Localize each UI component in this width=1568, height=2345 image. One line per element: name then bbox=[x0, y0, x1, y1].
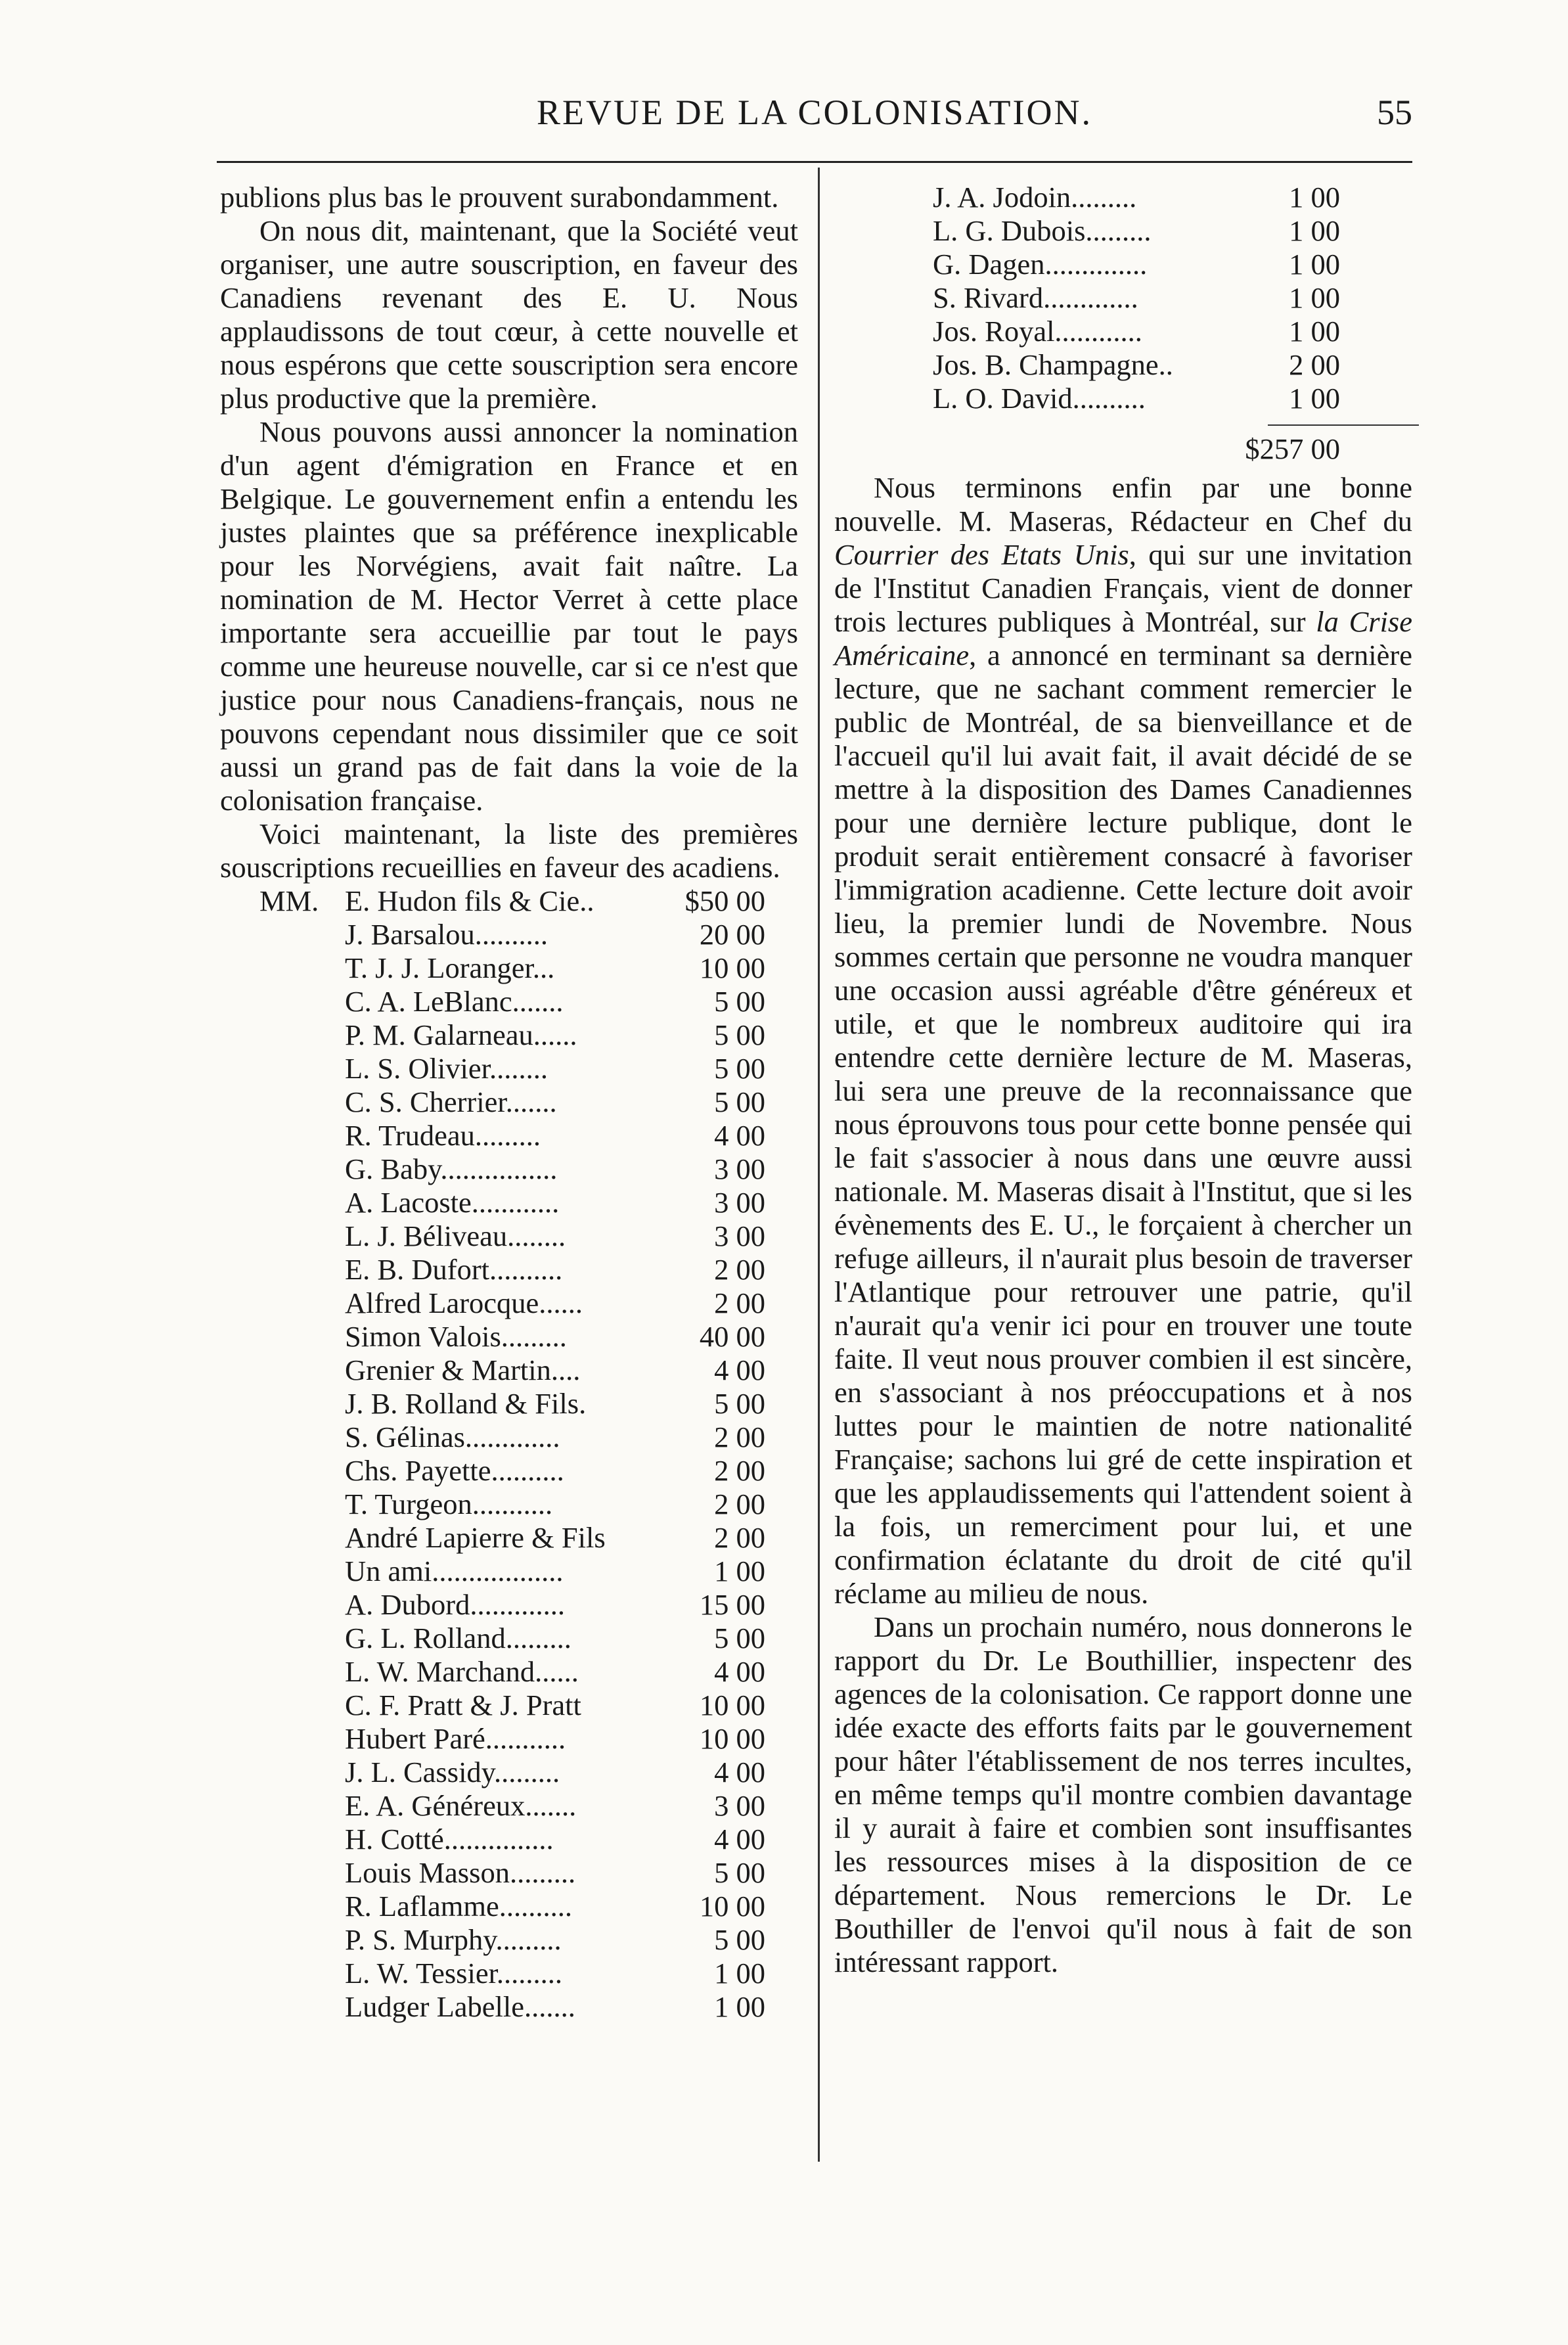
subscription-amount: 4 00 bbox=[714, 1354, 765, 1386]
subscription-amount: 4 00 bbox=[714, 1119, 765, 1152]
subscription-amount: 2 00 bbox=[714, 1488, 765, 1520]
subscription-row bbox=[834, 315, 1412, 348]
subscription-row bbox=[834, 382, 1412, 415]
subscriber-name: S. Gélinas............. bbox=[345, 1421, 560, 1453]
column-divider bbox=[818, 168, 820, 2162]
subscription-amount: 2 00 bbox=[714, 1454, 765, 1487]
subscription-row bbox=[220, 1756, 798, 1789]
subscription-row bbox=[220, 1823, 798, 1856]
subscription-row bbox=[220, 1957, 798, 1990]
subscription-list bbox=[220, 884, 798, 2024]
subscription-row bbox=[220, 1588, 798, 1622]
paragraph: Nous pouvons aussi annoncer la nomination d'un agent d'émigration en France et en Belgique. Le gouvernement enfin a entendu les justes plaintes que sa préférence inexplicable pour les Norvégiens, avait fait naître. La nomination de M. Hector Verret à cette place importante sera accueillie par tout le pays comme une heureuse nouvelle, car si ce n'est que justice pour nous Canadiens-français, nous ne pouvons cependant nous dissimiler que ce soit aussi un grand pas de fait dans la voie de la colonisation française. bbox=[220, 415, 798, 817]
subscription-amount: 5 00 bbox=[714, 1622, 765, 1654]
subscription-amount: 5 00 bbox=[714, 1085, 765, 1118]
subscriber-name: Louis Masson......... bbox=[345, 1856, 576, 1889]
subscription-amount: 5 00 bbox=[714, 985, 765, 1018]
subscriber-name: A. Lacoste............ bbox=[345, 1186, 560, 1219]
subscription-row bbox=[220, 1186, 798, 1219]
header-rule bbox=[217, 161, 1412, 163]
subscription-row bbox=[220, 1354, 798, 1387]
subscription-row bbox=[220, 1555, 798, 1588]
subscription-row bbox=[220, 1018, 798, 1052]
subscription-row bbox=[220, 1856, 798, 1890]
subscriber-name: R. Laflamme.......... bbox=[345, 1890, 573, 1923]
subscription-row bbox=[220, 1253, 798, 1286]
subscriber-name: Jos. B. Champagne.. bbox=[933, 348, 1173, 381]
subscription-row bbox=[834, 214, 1412, 248]
subscription-row bbox=[220, 1923, 798, 1957]
subscription-row bbox=[220, 918, 798, 951]
subscriber-name: E. A. Généreux....... bbox=[345, 1789, 577, 1822]
text-run: Nous terminons enfin par une bonne nouvelle. M. Maseras, Rédacteur en Chef du bbox=[834, 471, 1412, 537]
text-run: , a annoncé en terminant sa dernière lecture, que ne sachant comment remercier le public de Montréal, de sa bienveillance et de l'accueil qu'il lui avait fait, il avait décidé de se mettre à la disposition des Dames Canadiennes pour une dernière lecture publique, dont le produit serait entièrement consacré à favoriser l'immigration acadienne. Cette lecture doit avoir lieu, la premier lundi de Novembre. Nous sommes certain que personne ne voudra manquer une occasion aussi agréable d'être généreux et utile, et que le nombreux auditoire qui ira entendre cette dernière lecture de M. Maseras, lui sera une preuve de la reconnaissance que nous éprouvons tous pour cette bonne pensée qui le fait s'associer à nous dans une œuvre aussi nationale. M. Maseras disait à l'Institut, que si les évènements des E. U., le forçaient à chercher un refuge ailleurs, il n'aurait plus besoin de traverser l'Atlantique pour retrouver une patrie, qu'il n'aurait qu'a venir ici pour en trouver une toute faite. Il veut nous prouver combien il est sincère, en s'associant à nos préoccupations et à nos luttes pour le maintien de notre nationalité Française; sachons lui gré de cette inspiration et que les applaudissements qui l'attendent soient à la fois, un remerciment pour lui, et une confirmation éclatante du droit de cité qu'il réclame au milieu de nous. bbox=[834, 639, 1412, 1610]
paragraph: On nous dit, maintenant, que la Société veut organiser, une autre souscription, en faveur des Canadiens revenant des E. U. Nous applaudissons de tout cœur, à cette nouvelle et nous espérons que cette souscription sera encore plus productive que la première. bbox=[220, 214, 798, 415]
subscriber-name: A. Dubord............. bbox=[345, 1588, 565, 1621]
subscription-amount: 40 00 bbox=[699, 1320, 765, 1353]
subscription-amount: 10 00 bbox=[699, 1890, 765, 1923]
subscription-amount: 3 00 bbox=[714, 1152, 765, 1185]
subscription-row bbox=[220, 1622, 798, 1655]
subscription-row bbox=[220, 1488, 798, 1521]
subscriber-name: G. Baby................ bbox=[345, 1152, 558, 1185]
subscriber-name: Grenier & Martin.... bbox=[345, 1354, 581, 1386]
right-column bbox=[834, 181, 1412, 1979]
subscription-row bbox=[220, 1219, 798, 1253]
subscription-amount: 3 00 bbox=[714, 1186, 765, 1219]
subscription-row bbox=[220, 1152, 798, 1186]
subscription-amount: 10 00 bbox=[699, 951, 765, 984]
paragraph bbox=[834, 471, 1412, 1610]
subscription-row bbox=[220, 1085, 798, 1119]
subscriber-name: T. Turgeon........... bbox=[345, 1488, 553, 1520]
subscriber-name: J. A. Jodoin......... bbox=[933, 181, 1137, 214]
subscriber-name: Jos. Royal............ bbox=[933, 315, 1142, 348]
subscription-amount: 1 00 bbox=[714, 1957, 765, 1990]
subscription-amount: 5 00 bbox=[714, 1052, 765, 1085]
subscriber-name: J. L. Cassidy......... bbox=[345, 1756, 560, 1788]
subscription-row bbox=[220, 1454, 798, 1488]
subscriber-name: G. L. Rolland......... bbox=[345, 1622, 571, 1654]
subscription-amount: 3 00 bbox=[714, 1219, 765, 1252]
subscription-row bbox=[220, 1655, 798, 1689]
paragraph: publions plus bas le prouvent surabondamment. bbox=[220, 181, 779, 214]
subscription-amount: 2 00 bbox=[714, 1421, 765, 1453]
subscription-row bbox=[834, 281, 1412, 315]
subscription-row bbox=[220, 884, 798, 918]
subscriber-name: C. F. Pratt & J. Pratt bbox=[345, 1689, 581, 1721]
subscription-amount: 2 00 bbox=[1289, 348, 1340, 381]
paragraph: Voici maintenant, la liste des premières souscriptions recueillies en faveur des acadiens. bbox=[220, 817, 798, 884]
subscription-amount: 5 00 bbox=[714, 1856, 765, 1889]
subscription-amount: 1 00 bbox=[1289, 315, 1340, 348]
subscription-row bbox=[220, 1421, 798, 1454]
subscriber-name: S. Rivard............. bbox=[933, 281, 1138, 314]
total-row bbox=[834, 432, 1412, 466]
subscription-row bbox=[220, 1521, 798, 1555]
subscription-amount: 5 00 bbox=[714, 1923, 765, 1956]
subscriber-name: J. B. Rolland & Fils. bbox=[345, 1387, 587, 1420]
subscription-amount: 1 00 bbox=[1289, 181, 1340, 214]
running-header bbox=[217, 92, 1412, 138]
subscriber-name: C. A. LeBlanc....... bbox=[345, 985, 564, 1018]
subscriber-name: E. Hudon fils & Cie.. bbox=[345, 884, 594, 917]
honorific-label: MM. bbox=[259, 884, 319, 917]
journal-title: REVUE DE LA COLONISATION. bbox=[537, 93, 1092, 132]
subscription-amount: 4 00 bbox=[714, 1655, 765, 1688]
text-run: , qui sur une invitation de l'Institut Canadien Français, vient de donner trois lectures publiques à Montréal, sur bbox=[834, 538, 1412, 638]
subscriber-name: P. S. Murphy......... bbox=[345, 1923, 562, 1956]
subscription-row bbox=[220, 985, 798, 1018]
subscription-amount: 1 00 bbox=[1289, 382, 1340, 415]
subscription-amount: 1 00 bbox=[1289, 281, 1340, 314]
total-rule bbox=[1268, 424, 1419, 426]
subscription-amount: 1 00 bbox=[1289, 248, 1340, 281]
subscriber-name: L. O. David.......... bbox=[933, 382, 1146, 415]
subscriber-name: H. Cotté............... bbox=[345, 1823, 554, 1856]
subscription-amount: 15 00 bbox=[699, 1588, 765, 1621]
subscription-row bbox=[834, 348, 1412, 382]
subscriber-name: André Lapierre & Fils bbox=[345, 1521, 606, 1554]
left-column bbox=[220, 181, 798, 2024]
subscriber-name: E. B. Dufort.......... bbox=[345, 1253, 563, 1286]
subscription-amount: 4 00 bbox=[714, 1756, 765, 1788]
subscription-row bbox=[220, 1119, 798, 1152]
subscriber-name: L. J. Béliveau........ bbox=[345, 1219, 566, 1252]
subscription-amount: 3 00 bbox=[714, 1789, 765, 1822]
italic-title: Courrier des Etats Unis bbox=[834, 538, 1129, 571]
subscriber-name: L. S. Olivier........ bbox=[345, 1052, 549, 1085]
subscription-row bbox=[220, 1286, 798, 1320]
subscriber-name: Ludger Labelle....... bbox=[345, 1990, 575, 2023]
subscription-amount: 1 00 bbox=[714, 1990, 765, 2023]
subscriber-name: L. G. Dubois......... bbox=[933, 214, 1152, 247]
subscription-amount: 2 00 bbox=[714, 1521, 765, 1554]
subscription-amount: 10 00 bbox=[699, 1689, 765, 1721]
subscription-row bbox=[834, 181, 1412, 214]
subscriber-name: P. M. Galarneau...... bbox=[345, 1018, 577, 1051]
subscriber-name: Alfred Larocque...... bbox=[345, 1286, 583, 1319]
subscriber-name: J. Barsalou.......... bbox=[345, 918, 549, 951]
subscription-amount: 1 00 bbox=[714, 1555, 765, 1587]
subscription-amount: 2 00 bbox=[714, 1286, 765, 1319]
subscriber-name: L. W. Tessier......... bbox=[345, 1957, 563, 1990]
subscription-amount: 1 00 bbox=[1289, 214, 1340, 247]
subscriber-name: T. J. J. Loranger... bbox=[345, 951, 555, 984]
subscription-row bbox=[220, 951, 798, 985]
subscription-amount: $50 00 bbox=[684, 884, 765, 917]
subscription-row bbox=[220, 1890, 798, 1923]
subscription-row bbox=[220, 1387, 798, 1421]
subscription-amount: 10 00 bbox=[699, 1722, 765, 1755]
subscriber-name: Simon Valois......... bbox=[345, 1320, 567, 1353]
subscriber-name: G. Dagen.............. bbox=[933, 248, 1148, 281]
subscription-amount: 5 00 bbox=[714, 1018, 765, 1051]
subscription-row bbox=[220, 1789, 798, 1823]
subscription-list-continued bbox=[834, 181, 1412, 415]
total-amount: $257 00 bbox=[1245, 432, 1340, 465]
subscription-row bbox=[834, 248, 1412, 281]
subscription-row bbox=[220, 1320, 798, 1354]
subscriber-name: Chs. Payette.......... bbox=[345, 1454, 564, 1487]
subscriber-name: C. S. Cherrier....... bbox=[345, 1085, 557, 1118]
subscription-row bbox=[220, 1722, 798, 1756]
subscription-amount: 2 00 bbox=[714, 1253, 765, 1286]
page-number: 55 bbox=[1377, 93, 1412, 132]
subscription-row bbox=[220, 1052, 798, 1085]
subscription-amount: 20 00 bbox=[699, 918, 765, 951]
subscription-row bbox=[220, 1990, 798, 2024]
subscriber-name: Hubert Paré........... bbox=[345, 1722, 566, 1755]
subscription-row bbox=[220, 1689, 798, 1722]
subscription-amount: 5 00 bbox=[714, 1387, 765, 1420]
paragraph: Dans un prochain numéro, nous donnerons le rapport du Dr. Le Bouthillier, inspectenr des agences de la colonisation. Ce rapport donne une idée exacte des efforts faits par le gouvernement pour hâter l'établissement de nos terres incultes, en même temps qu'il montre combien davantage il y aurait à faire et combien sont insuffisantes les ressources mises à la disposition de ce département. Nous remercions le Dr. Le Bouthiller de l'envoi qu'il nous à fait de son intéressant rapport. bbox=[834, 1610, 1412, 1978]
subscriber-name: R. Trudeau......... bbox=[345, 1119, 541, 1152]
subscriber-name: Un ami.................. bbox=[345, 1555, 564, 1587]
italic-title: la Crise Américaine bbox=[834, 605, 1413, 672]
subscription-amount: 4 00 bbox=[714, 1823, 765, 1856]
subscriber-name: L. W. Marchand...... bbox=[345, 1655, 579, 1688]
